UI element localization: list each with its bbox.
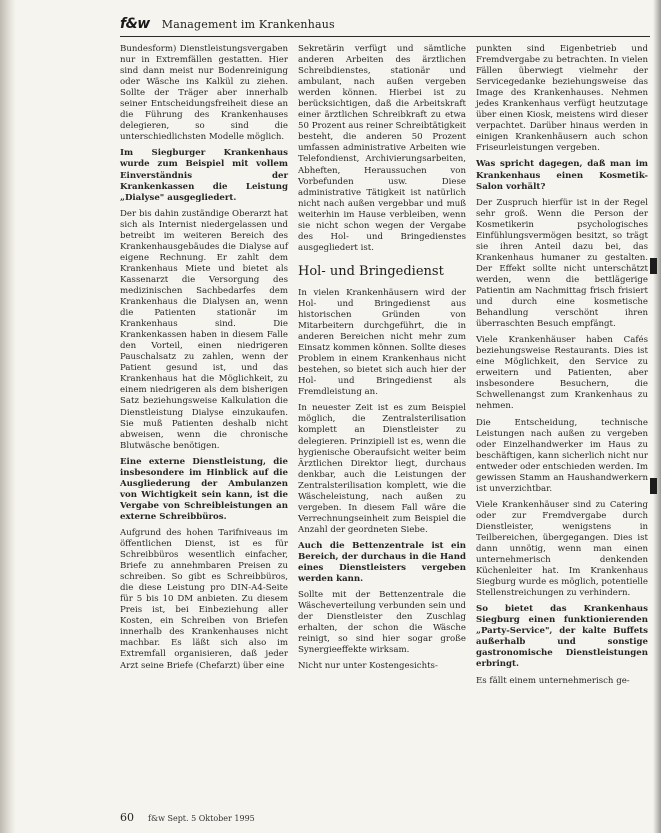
bold-lead-paragraph: Was spricht dagegen, daß man im Krankenhaus einen Kosmetik-Salon vorhält? [476,159,648,192]
bold-lead-paragraph: So bietet das Krankenhaus Siegburg einen funktionierenden „Party-Service", der kalte Buffets außerhalb und sonstige gastronomische Dienstleistungen erbringt. [476,604,648,670]
body-paragraph: Der bis dahin zuständige Oberarzt hat sich als Internist niedergelassen und betreibt im weiteren Bereich des Krankenhausgebäudes die Dialyse auf eigene Rechnung. Er zahlt dem Krankenhaus Miete und bietet als Kassenarzt die Versorgung des medizinischen Sachbedarfes dem Krankenhaus die Dialysen an, wenn die Patienten stationär im Krankenhaus sind. Die Krankenkassen haben in diesem Falle den Vorteil, einen niedrigeren Pauschalsatz zu zahlen, wenn der Patient gesund ist, und das Krankenhaus hat die Möglichkeit, zu einem niedrigeren als dem bisherigen Satz beziehungsweise Kalkulation die Dienstleistung Dialyse einzukaufen. Sie muß Patienten deshalb nicht abweisen, wenn die chronische Blutwäsche benötigen. [120,208,288,451]
journal-logo: f&w [120,16,150,32]
body-paragraph: Die Entscheidung, technische Leistungen nach außen zu vergeben oder Einzelhandwerker im Haus zu beschäftigen, kann sicherlich nicht nur entweder oder entschieden werden. Im gewissen Stamm an Haushandwerkern ist unverzichtbar. [476,417,648,494]
body-paragraph: Es fällt einem unternehmerisch ge- [476,675,630,686]
body-paragraph: In vielen Krankenhäusern wird der Hol- und Bringedienst aus historischen Gründen von Mitarbeitern durchgeführt, die in anderen Bereichen nicht mehr zum Einsatz kommen können. Sollte dieses Problem in einem Krankenhaus nicht bestehen, so bietet sich auch hier der Hol- und Bringedienst als Fremdleistung an. [298,287,466,398]
body-paragraph: Bundesform) Dienstleistungsvergaben nur in Extremfällen gestatten. Hier sind dann meist nur Bodenreinigung oder Wäsche ins Kalkül zu ziehen. Sollte der Träger aber innerhalb seiner Entscheidungsfreiheit diese an die Führung des Krankenhauses delegieren, so sind die unterschiedlichsten Modelle möglich. [120,44,288,143]
edge-tab-marker [650,478,657,494]
page-number: 60 [120,811,134,824]
body-paragraph: Der Zuspruch hierfür ist in der Regel sehr groß. Wenn die Person der Kosmetikerin psychologisches Einfühlungsvermögen besitzt, so trägt sie ihren Anteil dazu bei, das Krankenhaus humaner zu gestalten. Der Effekt sollte nicht unterschätzt werden, wenn die bettlägerige Patientin am Nachmittag frisch frisiert und durch eine kosmetische Behandlung verschönt ihren überraschten Besuch empfängt. [476,197,648,330]
text-column-2 [298,44,466,677]
text-column-3 [476,44,648,692]
bold-lead-paragraph: Im Siegburger Krankenhaus wurde zum Beispiel mit vollem Einverständnis der Krankenkassen die Leistung „Dialyse" ausgegliedert. [120,148,288,203]
section-subheading: Hol- und Bringedienst [298,263,444,279]
running-head: Management im Krankenhaus [161,17,335,31]
body-paragraph: In neuester Zeit ist es zum Beispiel möglich, die Zentralsterilisation komplett an Dienstleister zu delegieren. Prinzipiell ist es, wenn die hygienische Oberaufsicht weiter beim Ärztlichen Direktor liegt, durchaus denkbar, auch die Leistungen der Zentralsterilisation komplett, wie die Wäscheleistung, nach außen zu vergeben. In diesem Fall wäre die Verrechnungseinheit zum Beispiel die Anzahl der geordneten Siebe. [298,403,466,535]
body-paragraph: Nicht nur unter Kostengesichts- [298,661,438,672]
body-paragraph: Viele Krankenhäuser haben Cafés beziehungsweise Restaurants. Dies ist eine Möglichkeit, den Service zu erweitern und Patienten, aber insbesondere Besuchern, die Schwellenangst zum Krankenhaus zu nehmen. [476,335,648,412]
body-paragraph: punkten sind Eigenbetrieb und Fremdvergabe zu betrachten. In vielen Fällen überwiegt vielmehr der Servicegedanke beziehungsweise das Image des Krankenhauses. Nehmen jedes Krankenhaus verfügt heutzutage über einen Kiosk, meistens wird dieser verpachtet. Darüber hinaus werden in einigen Krankenhäusern auch schon Friseurleistungen vergeben. [476,44,648,154]
text-column-1 [120,44,288,677]
page-binding-shadow [0,0,16,833]
column-2-top-text [298,44,466,254]
body-paragraph: Sollte mit der Bettenzentrale die Wäscheverteilung verbunden sein und der Dienstleister den Zuschlag erhalten, der schon die Wäsche reinigt, so sind hier sogar große Synergieeffekte wirksam. [298,590,466,656]
body-paragraph: Viele Krankenhäuser sind zu Catering oder zur Fremdvergabe durch Dienstleister, wenigstens in Teilbereichen, übergegangen. Dies ist dann unnötig, wenn man einen unternehmerisch denkenden Küchenleiter hat. Im Krankenhaus Siegburg wurde es möglich, potentielle Stellenstreichungen zu verhindern. [476,499,648,599]
edge-tab-marker [650,258,657,274]
column-2-bottom-text [298,288,466,673]
bold-lead-paragraph: Auch die Bettenzentrale ist ein Bereich, der durchaus in die Hand eines Dienstleisters vergeben werden kann. [298,540,466,585]
footer-source: f&w Sept. 5 Oktober 1995 [148,814,255,823]
page-footer [120,811,255,824]
page-header [120,14,335,34]
body-paragraph: Sekretärin verfügt und sämtliche anderen Arbeiten des ärztlichen Schreibdienstes, stationär und ambulant, nach außen vergeben werden können. Hierbei ist zu berücksichtigen, daß die Arbeitskraft einer ärztlichen Schreibkraft zu etwa 50 Prozent aus reiner Schreibtätigkeit besteht, die anderen 50 Prozent umfassen administrative Arbeiten wie Telefondienst, Archivierungsarbeiten, Abheften, Heraussuchen von Vorbefunden usw. Diese administrative Tätigkeit ist natürlich nicht nach außen vergebbar und muß weiterhin im Hause verbleiben, wenn sie nicht schon wegen der Vergabe des Hol- und Bringedienstes ausgegliedert ist. [298,44,466,253]
page-edge-shadow [653,0,661,833]
body-paragraph: Aufgrund des hohen Tarifniveaus im öffentlichen Dienst, ist es für Schreibbüros wesentlich einfacher, Briefe zu annehmbaren Preisen zu schreiben. So gibt es Schreibbüros, die diese Leistung pro DIN-A4-Seite für 5 bis 10 DM anbieten. Zu diesem Preis ist, bei Einbeziehung aller Kosten, ein Schreiben von Briefen innerhalb des Krankenhauses nicht machbar. Es läßt sich also im Extremfall organisieren, daß jeder Arzt seine Briefe (Chefarzt) über eine [120,527,288,671]
bold-lead-paragraph: Eine externe Dienstleistung, die insbesondere im Hinblick auf die Ausgliederung der Ambulanzen von Wichtigkeit sein kann, ist die Vergabe von Schreibleistungen an externe Schreibbüros. [120,456,288,522]
header-rule [120,36,650,37]
